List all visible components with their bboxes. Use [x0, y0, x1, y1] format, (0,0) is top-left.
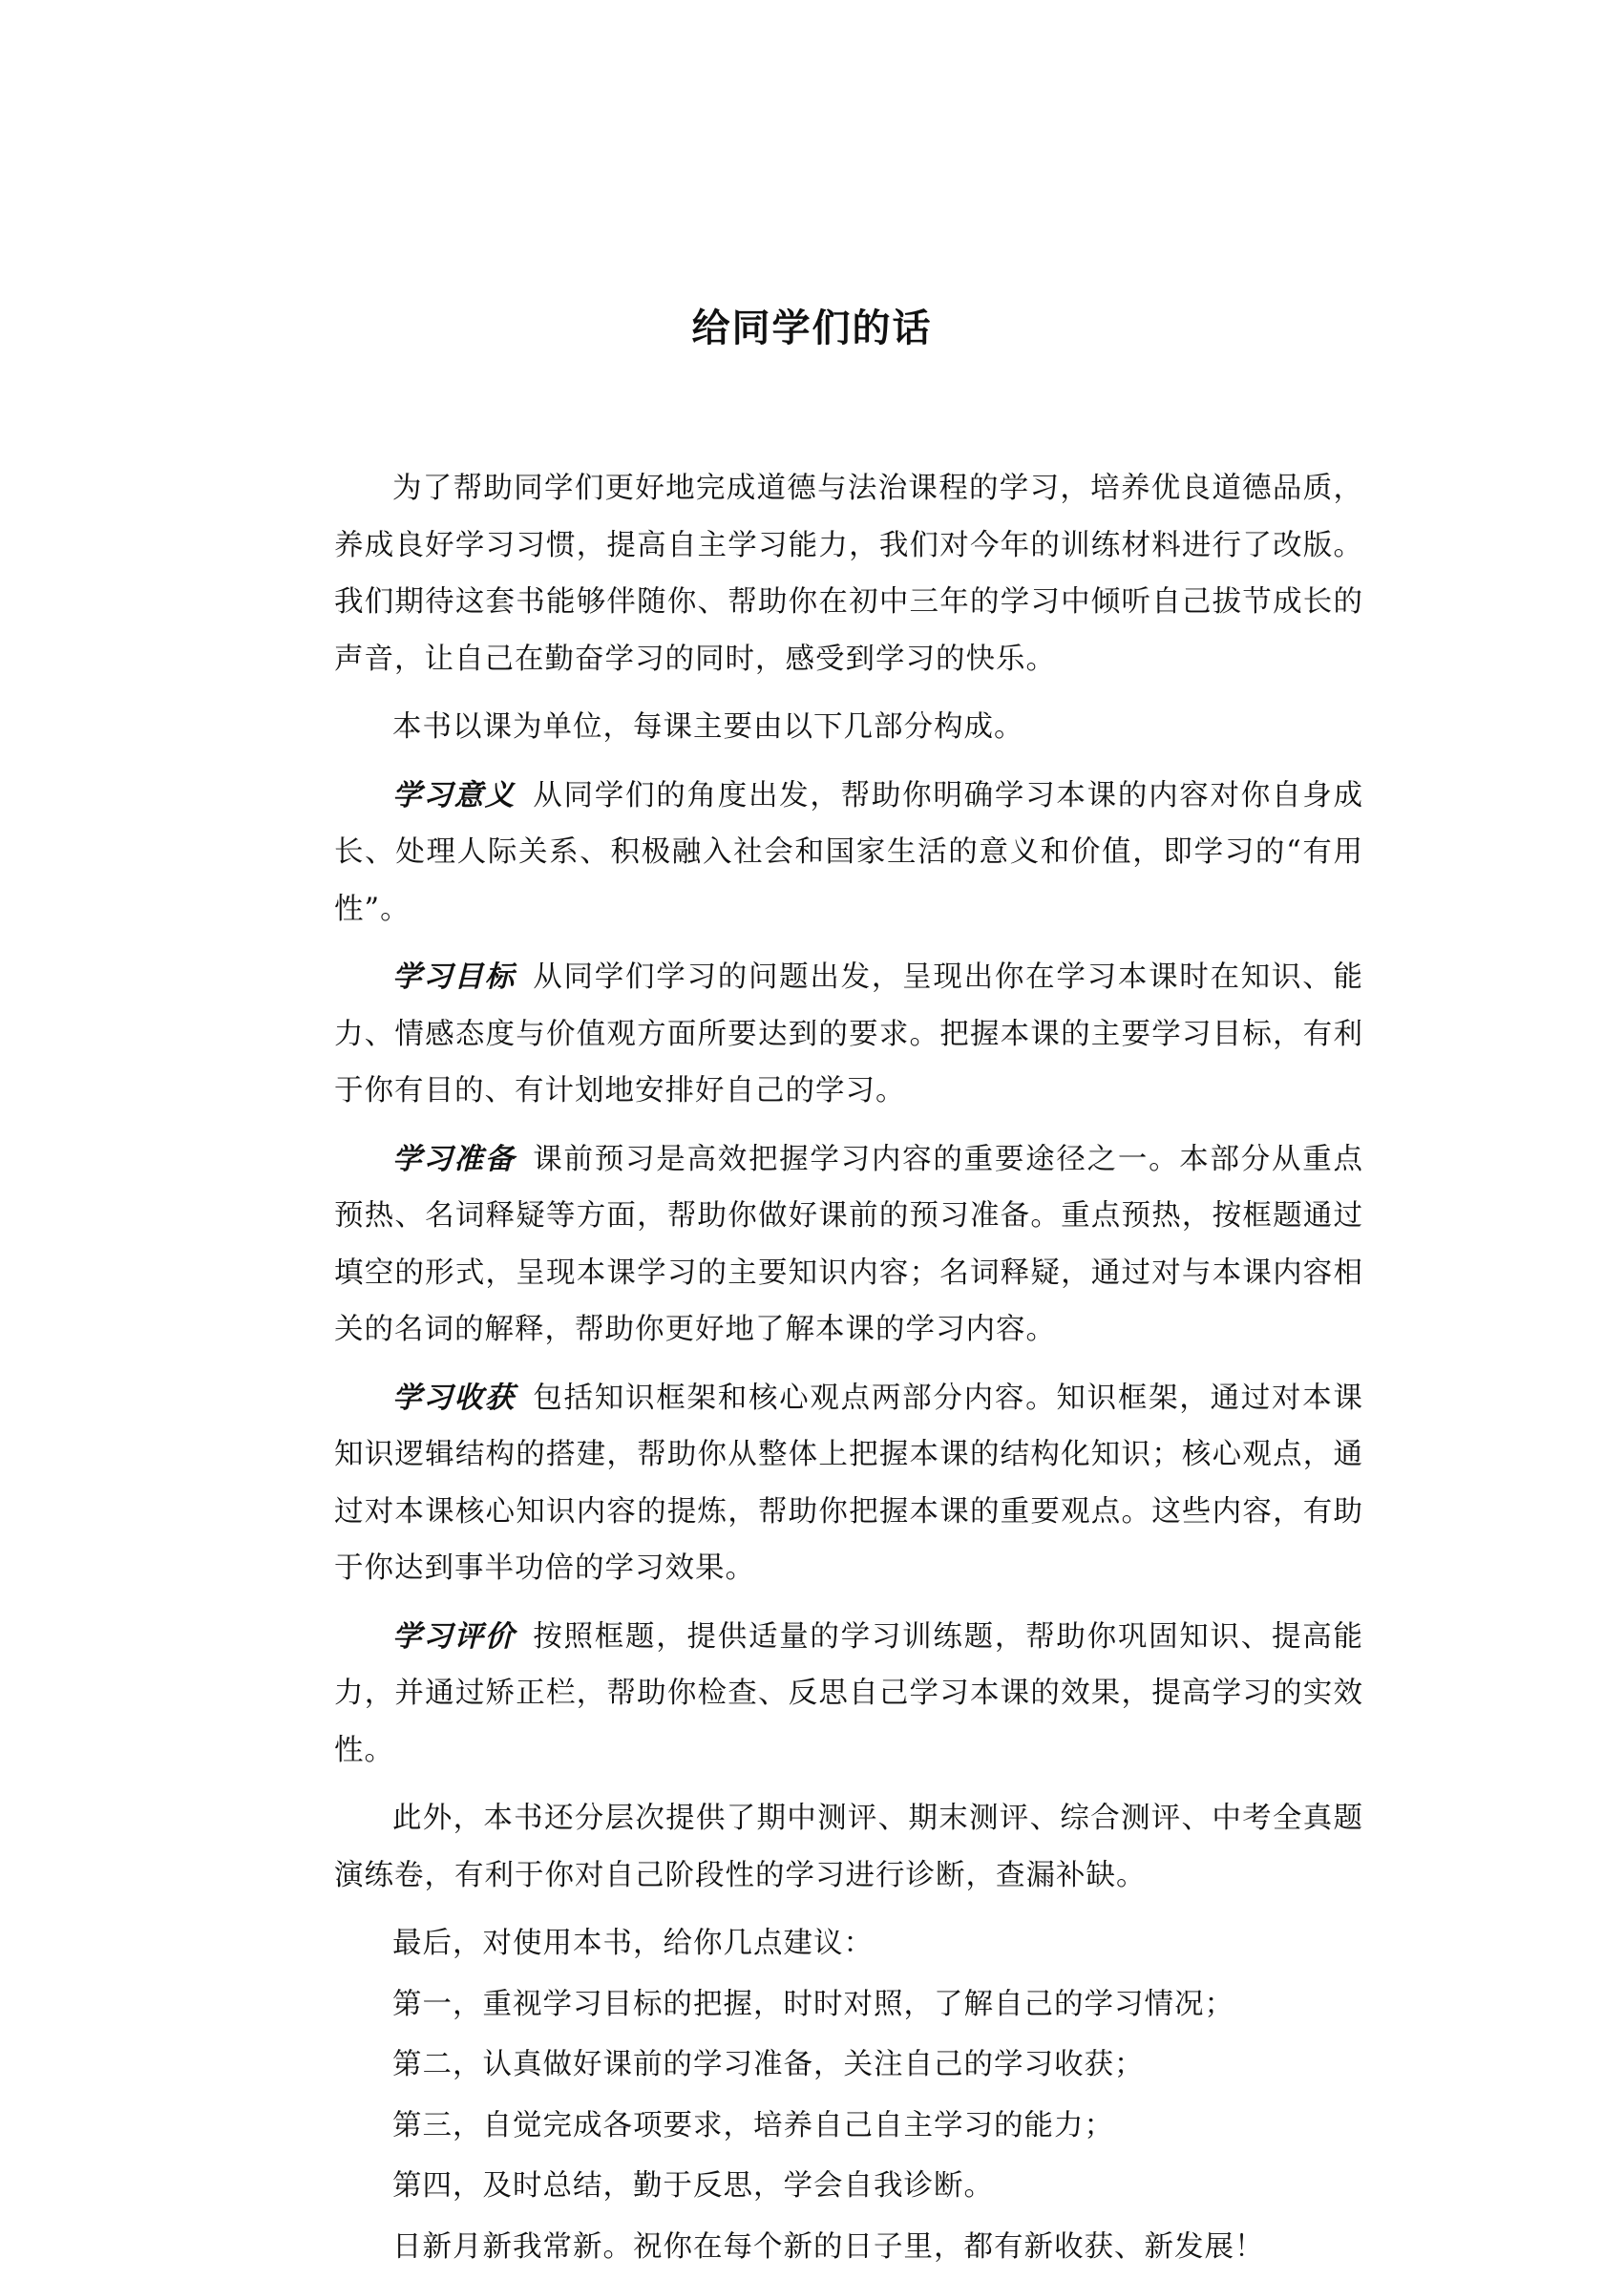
advice-item: 第三，自觉完成各项要求，培养自己自主学习的能力； — [392, 2108, 1114, 2142]
closing-line: 日新月新我常新。祝你在每个新的日子里，都有新收获、新发展！ — [392, 2229, 1265, 2264]
advice-intro: 最后，对使用本书，给你几点建议： — [392, 1927, 874, 1960]
section-term: 学习目标 — [392, 960, 516, 994]
section-paragraph-goals — [334, 949, 1363, 1120]
section-term: 学习意义 — [392, 777, 516, 812]
letter-body — [334, 460, 1363, 2279]
extra-paragraph: 此外，本书还分层次提供了期中测评、期末测评、综合测评、中考全真题演练卷，有利于你对自己阶段性的学习进行诊断，查漏补缺。 — [334, 1802, 1363, 1892]
section-text: 从同学们的角度出发，帮助你明确学习本课的内容对你自身成长、处理人际关系、积极融入社会和国家生活的意义和价值，即学习的“有用性”。 — [334, 778, 1364, 926]
intro-paragraph: 为了帮助同学们更好地完成道德与法治课程的学习，培养优良道德品质，养成良好学习习惯，提高自主学习能力，我们对今年的训练材料进行了改版。我们期待这套书能够伴随你、帮助你在初中三年的学习中倾听自己拔节成长的声音，让自己在勤奋学习的同时，感受到学习的快乐。 — [334, 472, 1363, 676]
page-title: 给同学们的话 — [691, 306, 933, 350]
section-term: 学习收获 — [392, 1380, 516, 1415]
section-text: 课前预习是高效把握学习内容的重要途径之一。本部分从重点预热、名词释疑等方面，帮助你做好课前的预习准备。重点预热，按框题通过填空的形式，呈现本课学习的主要知识内容；名词释疑，通过对与本课内容相关的名词的解释，帮助你更好地了解本课的学习内容。 — [334, 1142, 1364, 1346]
section-text: 从同学们学习的问题出发，呈现出你在学习本课时在知识、能力、情感态度与价值观方面所要达到的要求。把握本课的主要学习目标，有利于你有目的、有计划地安排好自己的学习。 — [334, 960, 1364, 1108]
section-term: 学习准备 — [392, 1141, 516, 1176]
structure-intro-paragraph: 本书以课为单位，每课主要由以下几部分构成。 — [392, 710, 1024, 744]
section-text: 包括知识框架和核心观点两部分内容。知识框架，通过对本课知识逻辑结构的搭建，帮助你从整体上把握本课的结构化知识；核心观点，通过对本课核心知识内容的提炼，帮助你把握本课的重要观点。这些内容，有助于你达到事半功倍的学习效果。 — [334, 1381, 1364, 1585]
advice-item: 第四，及时总结，勤于反思，学会自我诊断。 — [392, 2169, 994, 2203]
section-paragraph-meaning — [334, 768, 1363, 939]
section-paragraph-evaluation — [334, 1609, 1363, 1780]
section-paragraph-preparation — [334, 1131, 1363, 1359]
section-text: 按照框题，提供适量的学习训练题，帮助你巩固知识、提高能力，并通过矫正栏，帮助你检查、反思自己学习本课的效果，提高学习的实效性。 — [334, 1619, 1364, 1767]
section-term: 学习评价 — [392, 1618, 516, 1654]
section-paragraph-harvest — [334, 1370, 1363, 1597]
advice-item: 第二，认真做好课前的学习准备，关注自己的学习收获； — [392, 2048, 1145, 2081]
advice-item: 第一，重视学习目标的把握，时时对照，了解自己的学习情况； — [392, 1987, 1234, 2021]
